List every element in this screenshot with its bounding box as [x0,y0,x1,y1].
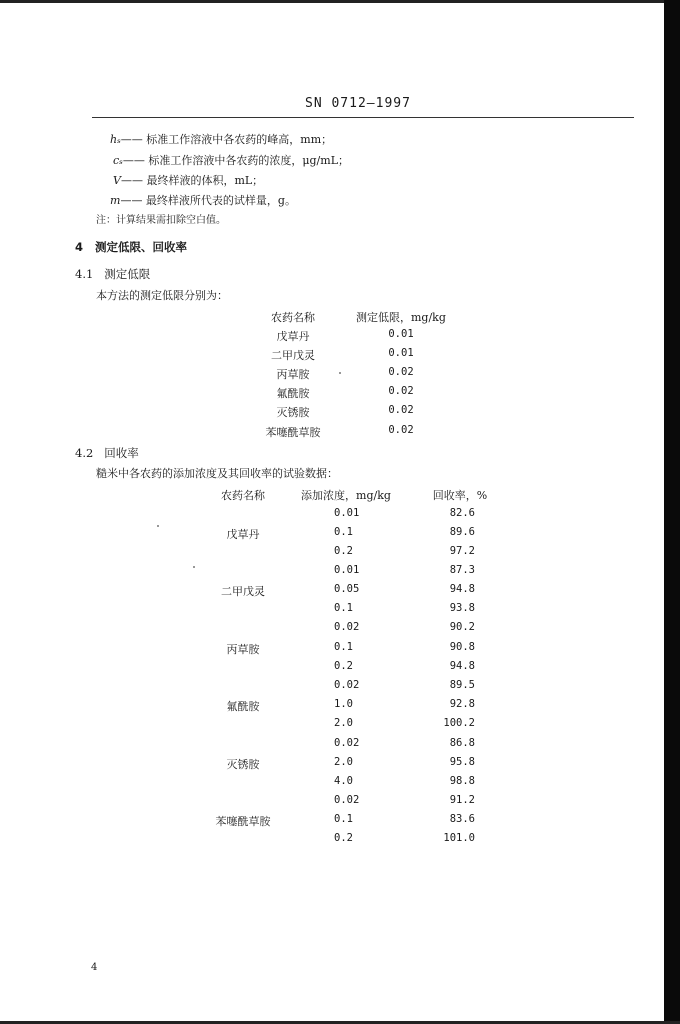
section-number: 4.1 [75,267,94,281]
section-number: 4.2 [75,446,94,460]
variable-symbol: m [110,194,121,207]
variable-description: —— 最终样液的体积，mL； [120,174,264,187]
pesticide-name: 灭锈胺 [276,406,310,419]
variable-description: —— 最终样液所代表的试样量，g。 [120,194,296,207]
column-header-concentration: 添加浓度，mg/kg [301,489,391,502]
pesticide-name: 二甲戊灵 [221,585,265,598]
variable-definition [110,192,296,208]
recovery-rate: 93.8 [449,602,475,614]
recovery-rate: 98.8 [449,775,475,787]
recovery-rate: 83.6 [449,813,475,825]
recovery-rate: 100.2 [443,717,475,729]
detection-limit: 0.02 [388,404,414,416]
pesticide-name: 戊草丹 [226,528,260,541]
scan-speck [193,566,195,568]
variable-symbol: cₛ [113,154,123,167]
page-number: 4 [91,962,98,973]
spike-concentration: 4.0 [334,775,353,787]
column-header-name: 农药名称 [271,311,315,324]
scan-speck [339,372,341,374]
section-4-2-intro: 糙米中各农药的添加浓度及其回收率的试验数据： [96,467,338,480]
recovery-rate: 89.6 [449,526,475,538]
recovery-rate: 89.5 [449,679,475,691]
detection-limit: 0.02 [388,424,414,436]
page-edge-right [664,0,680,1024]
recovery-rate: 86.8 [449,737,475,749]
section-4-heading [75,239,187,255]
section-title: 测定低限 [104,267,151,281]
recovery-rate: 92.8 [449,698,475,710]
spike-concentration: 0.05 [334,583,360,595]
scan-speck [157,525,159,527]
section-4-1-heading [75,266,150,282]
pesticide-name: 苯噻酰草胺 [265,426,321,439]
spike-concentration: 0.02 [334,737,360,749]
pesticide-name: 丙草胺 [276,368,310,381]
detection-limit: 0.02 [388,385,414,397]
pesticide-name: 苯噻酰草胺 [215,815,271,828]
detection-limit: 0.02 [388,366,414,378]
section-number: 4 [75,240,84,254]
page-edge-top [0,0,680,3]
spike-concentration: 2.0 [334,717,353,729]
spike-concentration: 0.1 [334,813,353,825]
variable-definition [110,131,332,147]
recovery-rate: 90.8 [449,641,475,653]
spike-concentration: 0.2 [334,832,353,844]
pesticide-name: 氟酰胺 [276,387,310,400]
spike-concentration: 0.01 [334,564,360,576]
variable-definition [113,172,263,188]
column-header-recovery: 回收率，% [432,489,488,502]
section-title: 回收率 [104,446,139,460]
header-rule [92,117,634,118]
recovery-rate: 90.2 [449,621,475,633]
pesticide-name: 丙草胺 [226,643,260,656]
recovery-rate: 82.6 [449,507,475,519]
spike-concentration: 0.02 [334,679,360,691]
variable-description: —— 标准工作溶液中各农药的峰高，mm； [120,133,333,146]
pesticide-name: 戊草丹 [276,330,310,343]
spike-concentration: 0.2 [334,660,353,672]
spike-concentration: 1.0 [334,698,353,710]
recovery-rate: 91.2 [449,794,475,806]
variable-symbol: V [113,174,121,187]
pesticide-name: 氟酰胺 [226,700,260,713]
variable-definition [113,152,349,168]
spike-concentration: 2.0 [334,756,353,768]
recovery-rate: 97.2 [449,545,475,557]
recovery-rate: 94.8 [449,660,475,672]
section-title: 测定低限、回收率 [95,240,188,254]
pesticide-name: 灭锈胺 [226,758,260,771]
calculation-note: 注：计算结果需扣除空白值。 [96,215,226,226]
section-4-2-heading [75,445,139,461]
spike-concentration: 0.02 [334,794,360,806]
spike-concentration: 0.2 [334,545,353,557]
pesticide-name: 二甲戊灵 [271,349,315,362]
detection-limit: 0.01 [388,328,414,340]
column-header-limit: 测定低限，mg/kg [356,311,446,324]
spike-concentration: 0.1 [334,641,353,653]
column-header-name: 农药名称 [221,489,265,502]
variable-description: —— 标准工作溶液中各农药的浓度，μg/mL； [122,154,350,167]
section-4-1-intro: 本方法的测定低限分别为： [96,289,228,302]
recovery-rate: 94.8 [449,583,475,595]
spike-concentration: 0.1 [334,602,353,614]
spike-concentration: 0.02 [334,621,360,633]
standard-number-header: SN 0712—1997 [305,96,411,111]
spike-concentration: 0.1 [334,526,353,538]
detection-limit: 0.01 [388,347,414,359]
spike-concentration: 0.01 [334,507,360,519]
recovery-rate: 101.0 [443,832,475,844]
recovery-rate: 87.3 [449,564,475,576]
variable-symbol: hₛ [110,133,121,146]
recovery-rate: 95.8 [449,756,475,768]
